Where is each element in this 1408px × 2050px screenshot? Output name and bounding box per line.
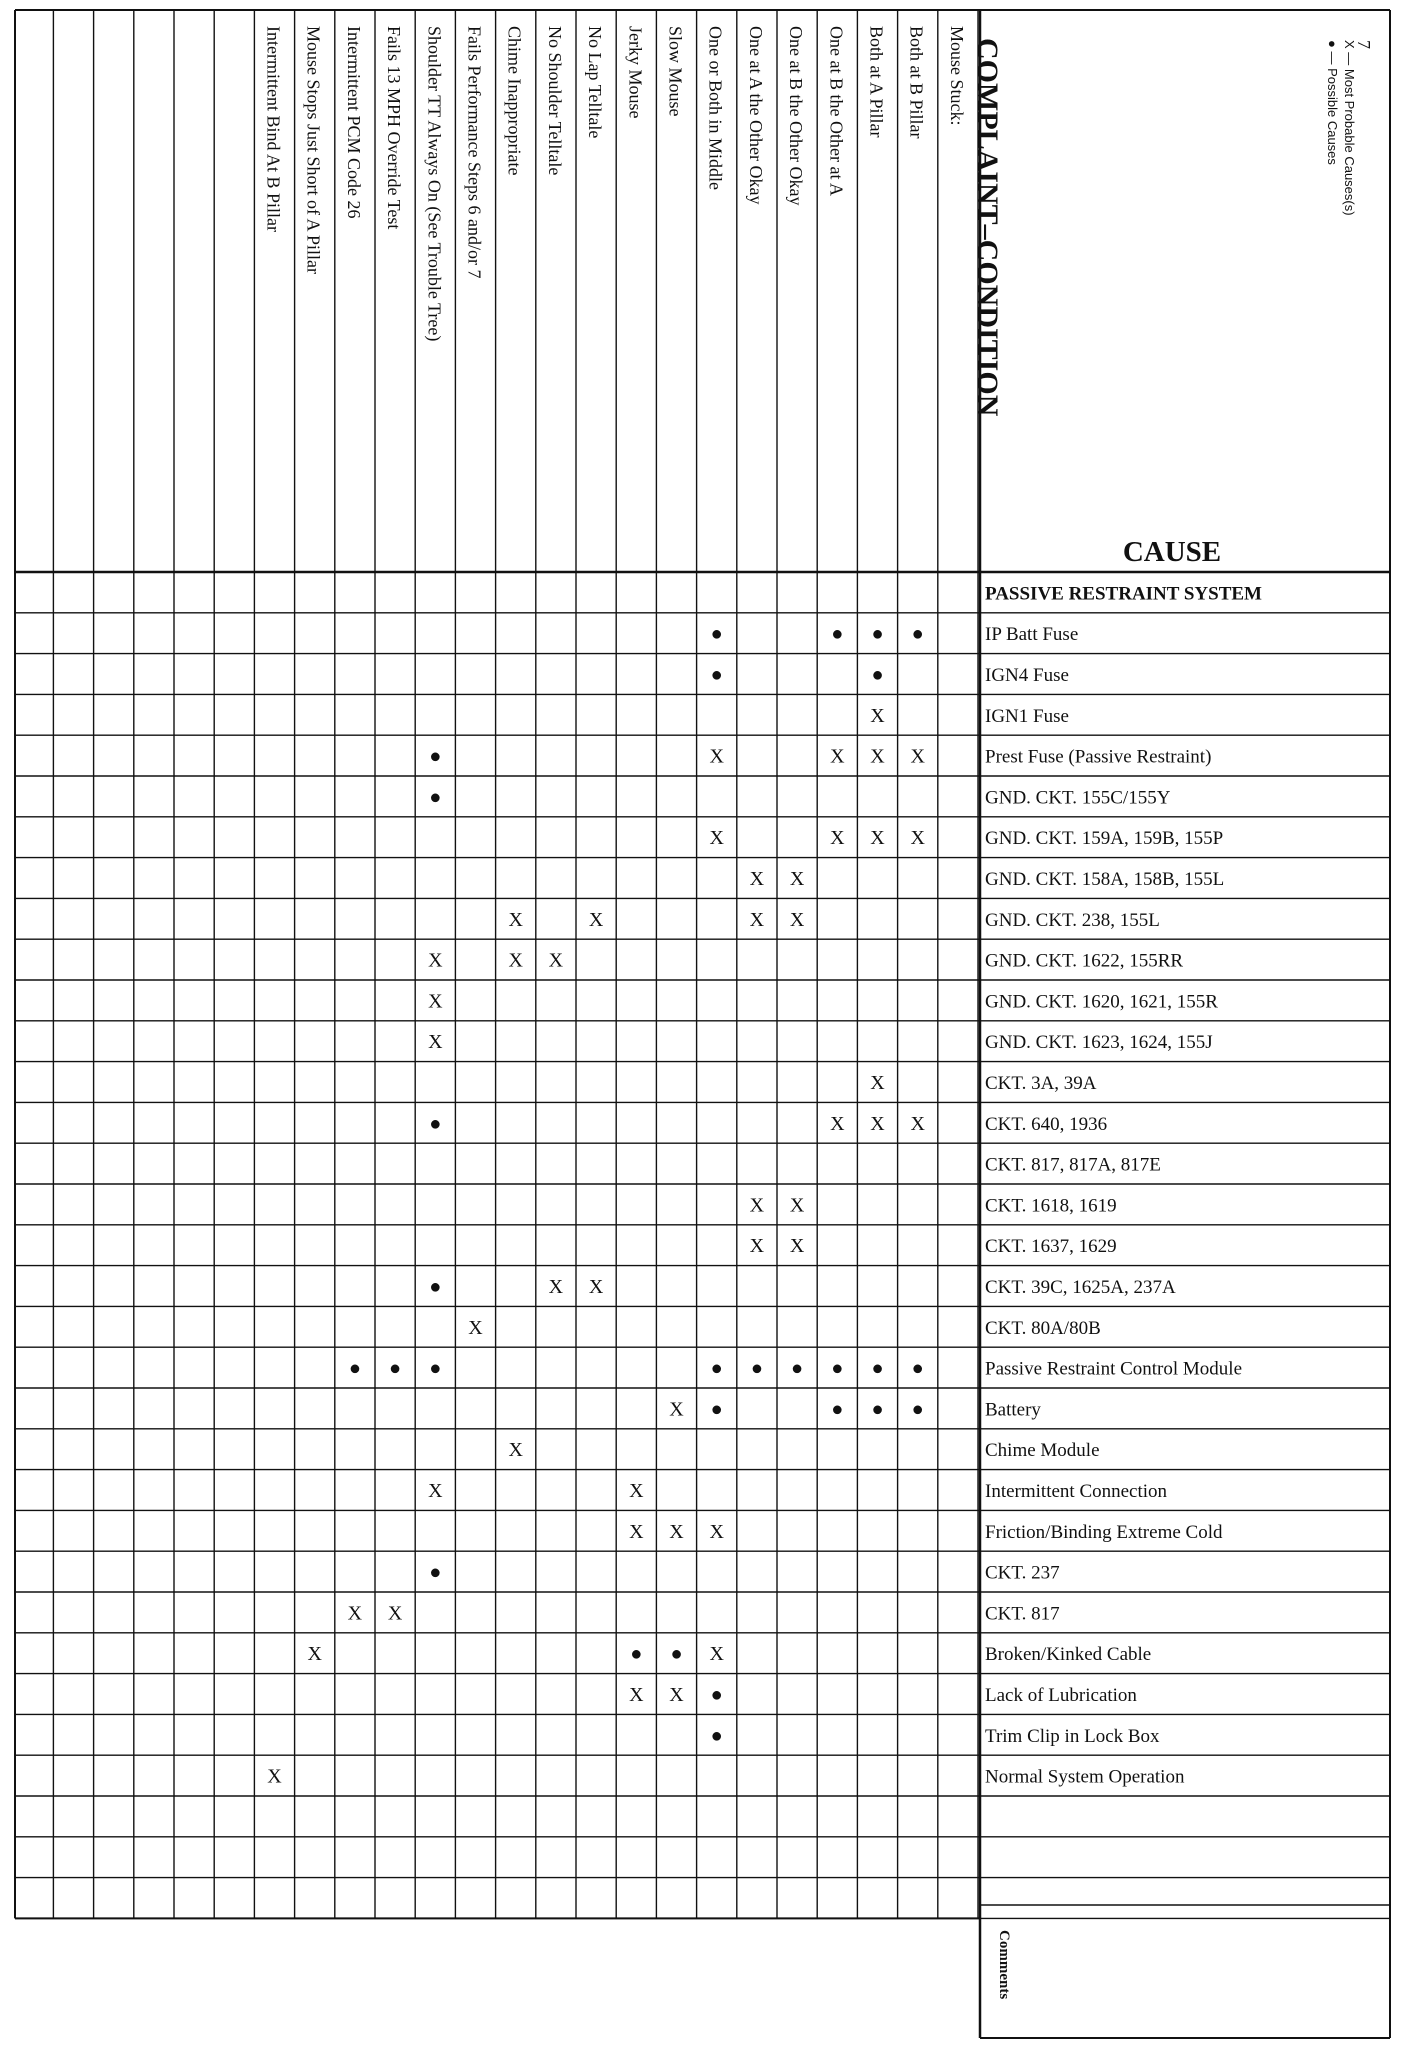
cause-label: Normal System Operation — [985, 1766, 1185, 1788]
condition-label: Jerky Mouse — [625, 26, 646, 119]
most-probable-mark: X — [548, 949, 564, 972]
cause-label: Passive Restraint Control Module — [985, 1358, 1243, 1380]
condition-label: No Shoulder Telltale — [544, 26, 565, 176]
possible-mark: ● — [429, 1112, 442, 1135]
most-probable-mark: X — [588, 1276, 604, 1298]
cause-label: CKT. 80A/80B — [985, 1317, 1101, 1339]
most-probable-mark: X — [588, 908, 604, 931]
most-probable-mark: X — [428, 1480, 443, 1502]
condition-label: One at B the Other Okay — [786, 26, 807, 206]
possible-mark: ● — [429, 786, 442, 809]
possible-mark: ● — [710, 1398, 723, 1421]
most-probable-mark: X — [508, 908, 523, 931]
possible-mark: ● — [348, 1357, 361, 1380]
condition-label: Both at A Pillar — [866, 26, 887, 138]
condition-label: Intermittent Bind At B Pillar — [263, 26, 284, 232]
matrix-grid — [15, 10, 1390, 2038]
cause-label: Trim Clip in Lock Box — [985, 1725, 1160, 1747]
most-probable-mark: X — [428, 1031, 443, 1054]
most-probable-mark: X — [267, 1765, 282, 1788]
section-title: PASSIVE RESTRAINT SYSTEM — [985, 583, 1262, 605]
most-probable-mark: X — [629, 1520, 644, 1543]
cause-label: IP Batt Fuse — [985, 624, 1079, 646]
cause-label: Chime Module — [985, 1440, 1100, 1462]
most-probable-mark: X — [870, 1072, 885, 1094]
possible-mark: ● — [831, 1357, 844, 1380]
cause-labels — [985, 583, 1262, 1787]
possible-mark: ● — [429, 1561, 442, 1584]
cause-label: CKT. 640, 1936 — [985, 1113, 1108, 1135]
most-probable-mark: X — [830, 1112, 845, 1135]
comments-label: Comments — [996, 1930, 1012, 2000]
cause-label: CKT. 237 — [985, 1562, 1060, 1584]
cause-label: Prest Fuse (Passive Restraint) — [985, 746, 1212, 768]
possible-mark: ● — [911, 623, 924, 646]
possible-mark: ● — [670, 1643, 683, 1666]
cause-label: CKT. 3A, 39A — [985, 1073, 1097, 1094]
most-probable-mark: X — [629, 1684, 644, 1706]
most-probable-mark: X — [709, 827, 724, 850]
condition-labels — [264, 26, 967, 341]
possible-mark: ● — [710, 1684, 723, 1706]
most-probable-mark: X — [749, 1235, 765, 1258]
possible-mark: ● — [710, 623, 723, 646]
most-probable-mark: X — [910, 827, 925, 850]
condition-label: Fails 13 MPH Override Test — [384, 26, 405, 230]
cause-label: IGN4 Fuse — [985, 665, 1069, 686]
possible-mark: ● — [710, 664, 723, 686]
condition-label: Mouse Stuck: — [946, 26, 967, 126]
cause-label: CKT. 817, 817A, 817E — [985, 1154, 1161, 1176]
most-probable-mark: X — [789, 868, 805, 890]
condition-label: One at B the Other at A — [826, 26, 847, 196]
condition-label: Shoulder TT Always On (See Trouble Tree) — [424, 26, 445, 342]
complaint-condition-header: COMPLAINT–CONDITION — [971, 38, 1004, 417]
cause-label: Friction/Binding Extreme Cold — [985, 1521, 1223, 1543]
condition-label: Mouse Stops Just Short of A Pillar — [303, 26, 324, 275]
most-probable-mark: X — [830, 827, 845, 850]
possible-mark: ● — [630, 1643, 643, 1666]
most-probable-mark: X — [548, 1276, 564, 1298]
most-probable-mark: X — [669, 1398, 684, 1421]
legend-most-probable: X — Most Probable Causes(s) — [1342, 40, 1357, 216]
most-probable-mark: X — [709, 1643, 724, 1666]
cause-label: CKT. 1618, 1619 — [985, 1195, 1117, 1217]
condition-label: Both at B Pillar — [906, 26, 927, 139]
cause-label: GND. CKT. 238, 155L — [985, 909, 1160, 931]
most-probable-mark: X — [669, 1520, 684, 1543]
possible-mark: ● — [710, 1724, 723, 1747]
possible-mark: ● — [429, 1276, 442, 1298]
possible-mark: ● — [710, 1357, 723, 1380]
most-probable-mark: X — [307, 1643, 322, 1666]
possible-mark: ● — [911, 1398, 924, 1421]
most-probable-mark: X — [428, 990, 443, 1013]
cause-label: GND. CKT. 1622, 155RR — [985, 950, 1184, 972]
cause-label: Broken/Kinked Cable — [985, 1644, 1152, 1666]
most-probable-mark: X — [910, 1112, 925, 1135]
cause-label: GND. CKT. 1620, 1621, 155R — [985, 991, 1218, 1013]
most-probable-mark: X — [789, 908, 805, 931]
cause-label: GND. CKT. 159A, 159B, 155P — [985, 828, 1224, 850]
most-probable-mark: X — [870, 827, 885, 850]
legend-possible: ● — Possible Causes — [1325, 40, 1340, 165]
most-probable-mark: X — [789, 1194, 805, 1217]
possible-mark: ● — [871, 1398, 884, 1421]
most-probable-mark: X — [709, 745, 724, 768]
condition-label: Intermittent PCM Code 26 — [343, 26, 364, 219]
most-probable-mark: X — [870, 745, 885, 768]
possible-mark: ● — [871, 1357, 884, 1380]
possible-mark: ● — [791, 1357, 804, 1380]
cause-header: CAUSE — [1122, 536, 1222, 568]
condition-label: One or Both in Middle — [705, 26, 726, 190]
cause-label: Battery — [985, 1399, 1041, 1421]
possible-mark: ● — [911, 1357, 924, 1380]
page-number: 7 — [1354, 40, 1374, 49]
condition-label: Slow Mouse — [665, 26, 686, 117]
most-probable-mark: X — [789, 1235, 805, 1258]
cause-label: CKT. 817 — [985, 1603, 1060, 1625]
possible-mark: ● — [831, 1398, 844, 1421]
cause-label: IGN1 Fuse — [985, 705, 1069, 727]
most-probable-mark: X — [709, 1520, 724, 1543]
most-probable-mark: X — [669, 1684, 684, 1706]
possible-mark: ● — [389, 1357, 402, 1380]
most-probable-mark: X — [870, 704, 885, 727]
most-probable-mark: X — [387, 1602, 403, 1625]
most-probable-mark: X — [428, 949, 443, 972]
most-probable-mark: X — [508, 949, 523, 972]
possible-mark: ● — [429, 1357, 442, 1380]
most-probable-mark: X — [749, 908, 765, 931]
cause-label: CKT. 39C, 1625A, 237A — [985, 1277, 1176, 1298]
condition-label: One at A the Other Okay — [745, 26, 766, 205]
cause-label: CKT. 1637, 1629 — [985, 1236, 1117, 1258]
cause-label: GND. CKT. 155C/155Y — [985, 787, 1171, 809]
most-probable-mark: X — [830, 745, 845, 768]
cause-marks — [267, 623, 925, 1787]
possible-mark: ● — [871, 623, 884, 646]
most-probable-mark: X — [468, 1316, 483, 1339]
most-probable-mark: X — [508, 1439, 523, 1462]
cause-label: GND. CKT. 1623, 1624, 155J — [985, 1032, 1213, 1054]
possible-mark: ● — [750, 1357, 763, 1380]
possible-mark: ● — [429, 745, 442, 768]
most-probable-mark: X — [749, 868, 765, 890]
condition-label: No Lap Telltale — [585, 26, 606, 139]
most-probable-mark: X — [870, 1112, 885, 1135]
condition-label: Chime Inappropriate — [504, 26, 525, 176]
possible-mark: ● — [871, 664, 884, 686]
condition-label: Fails Performance Steps 6 and/or 7 — [464, 26, 485, 279]
most-probable-mark: X — [910, 745, 925, 768]
most-probable-mark: X — [629, 1480, 644, 1502]
cause-label: GND. CKT. 158A, 158B, 155L — [985, 869, 1225, 890]
cause-label: Intermittent Connection — [985, 1481, 1168, 1502]
most-probable-mark: X — [749, 1194, 765, 1217]
most-probable-mark: X — [347, 1602, 363, 1625]
cause-label: Lack of Lubrication — [985, 1685, 1137, 1706]
possible-mark: ● — [831, 623, 844, 646]
